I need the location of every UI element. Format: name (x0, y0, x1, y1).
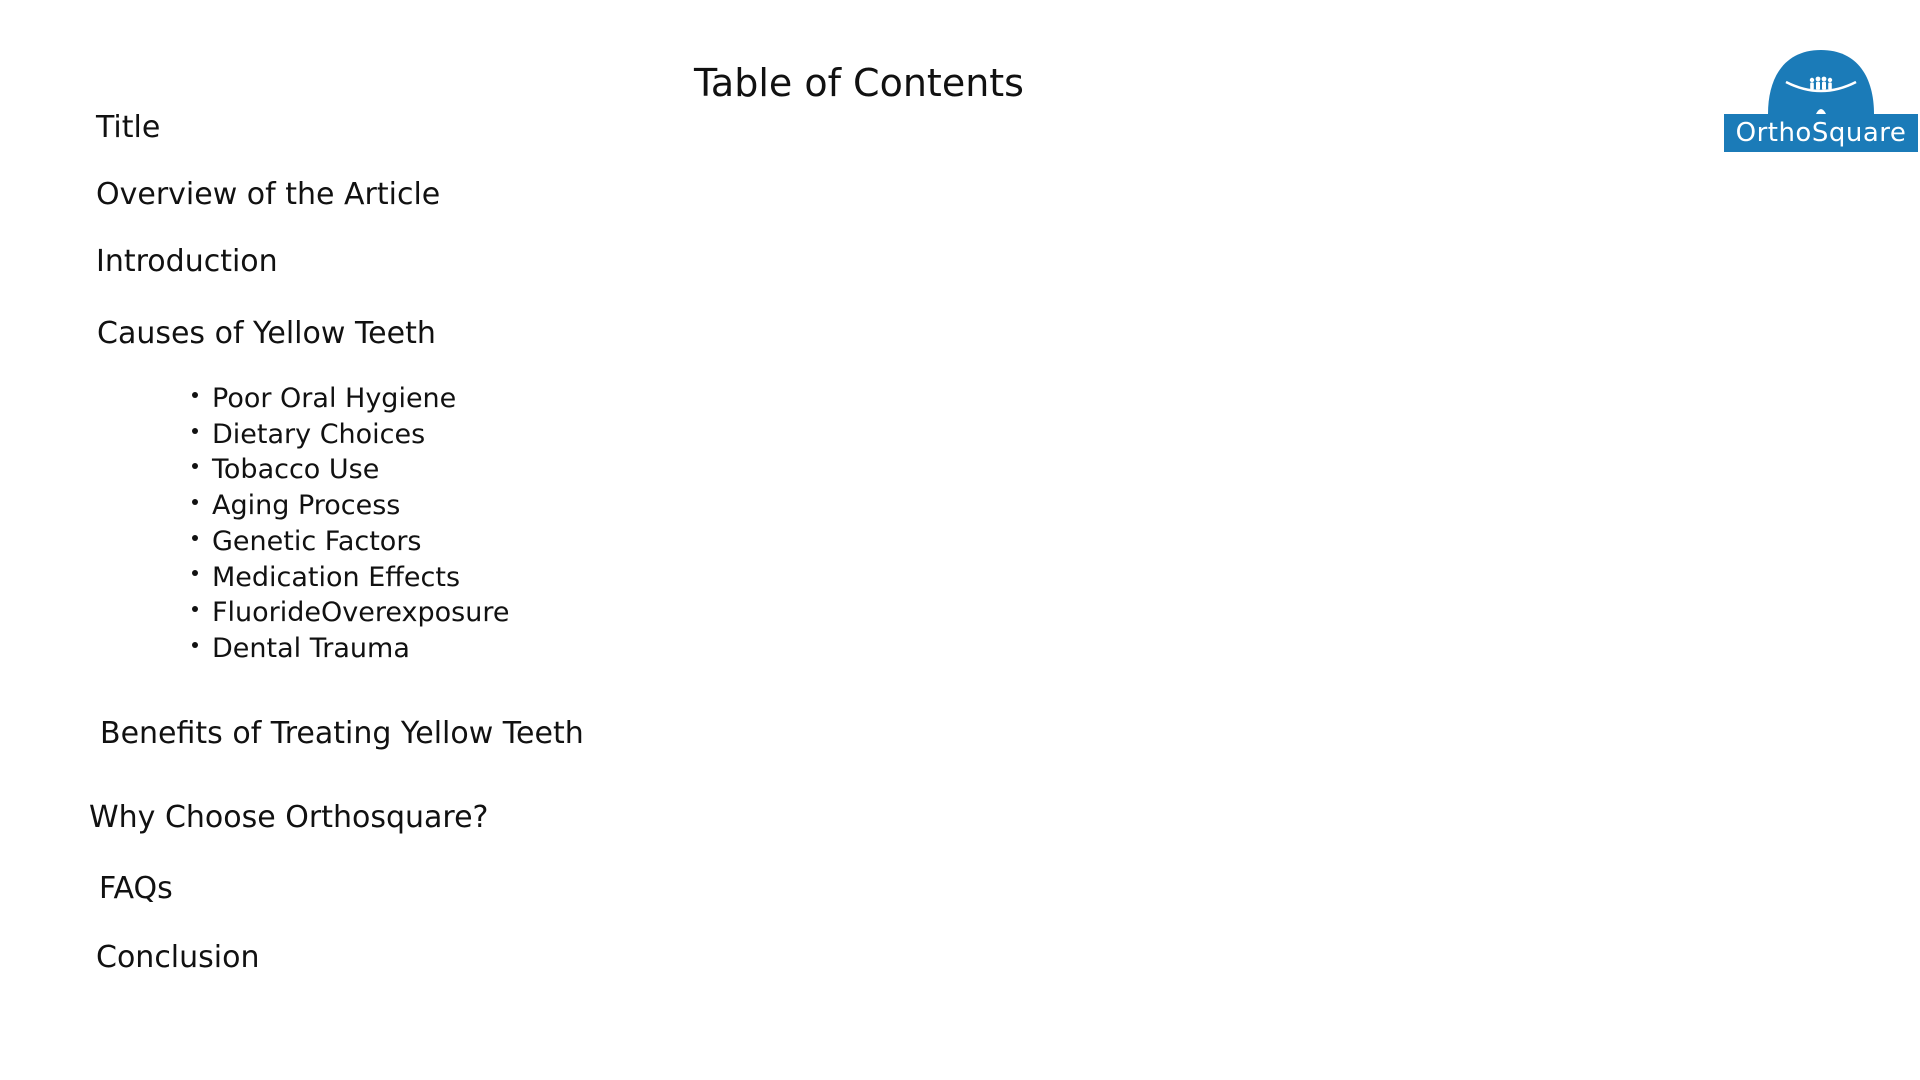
toc-item-overview: Overview of the Article (96, 177, 441, 212)
toc-item-introduction: Introduction (96, 244, 278, 279)
tooth-logo-icon (1766, 48, 1876, 114)
bullet-icon (192, 428, 198, 434)
orthosquare-logo (1724, 48, 1918, 152)
logo-bar (1724, 114, 1918, 152)
list-item: Aging Process (192, 488, 509, 524)
list-item: FluorideOverexposure (192, 595, 509, 631)
bullet-icon (192, 642, 198, 648)
causes-list (192, 381, 509, 667)
list-item: Genetic Factors (192, 524, 509, 560)
list-item: Dietary Choices (192, 417, 509, 453)
toc-item-conclusion: Conclusion (96, 940, 260, 975)
bullet-icon (192, 392, 198, 398)
toc-item-why-choose: Why Choose Orthosquare? (89, 800, 489, 835)
list-item: Dental Trauma (192, 631, 509, 667)
toc-item-causes: Causes of Yellow Teeth (97, 316, 436, 351)
list-item: Tobacco Use (192, 452, 509, 488)
bullet-icon (192, 463, 198, 469)
list-item: Medication Effects (192, 560, 509, 596)
bullet-icon (192, 606, 198, 612)
bullet-icon (192, 535, 198, 541)
toc-item-faqs: FAQs (99, 871, 173, 906)
toc-item-title: Title (96, 110, 161, 145)
page-title: Table of Contents (694, 61, 1024, 105)
bullet-icon (192, 499, 198, 505)
logo-text: OrthoSquare (1735, 118, 1907, 148)
bullet-icon (192, 570, 198, 576)
toc-item-benefits: Benefits of Treating Yellow Teeth (100, 716, 584, 751)
list-item: Poor Oral Hygiene (192, 381, 509, 417)
